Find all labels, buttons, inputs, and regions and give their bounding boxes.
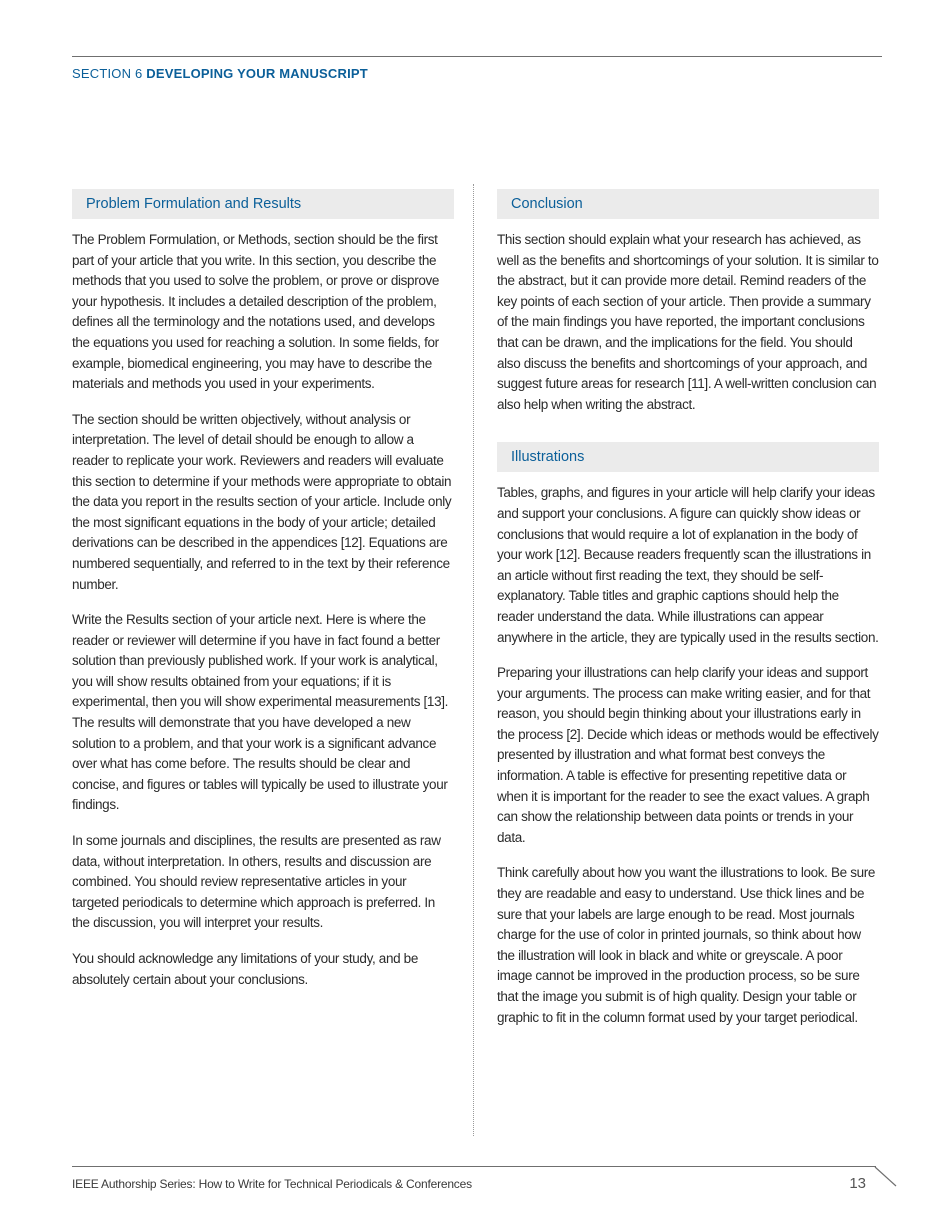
- illustrations-paragraph-1: Tables, graphs, and figures in your article will help clarify your ideas and support your conclusions. A figure can quickly show ideas or conclusions that would require a lot of explanation in the body of your work [12]. Because readers frequently scan the illustrations in an article without first reading the text, they should be self-explanatory. Table titles and graphic captions should help the reader understand the data. While illustrations can appear anywhere in the article, they are typically used in the results section.: [497, 485, 879, 645]
- section-header: [72, 66, 368, 81]
- results-paragraph-2: In some journals and disciplines, the results are presented as raw data, without interpretation. In others, results and discussion are combined. You should review representative articles in your targeted periodicals to determine which approach is preferred. In the discussion, you will interpret your results.: [72, 833, 441, 931]
- page-number: 13: [849, 1175, 866, 1192]
- right-column: [497, 189, 879, 1043]
- problem-paragraph-1: The Problem Formulation, or Methods, section should be the first part of your article that you write. In this section, you describe the methods that you used to solve the problem, or prove or disprove your hypothesis. It includes a detailed description of the problem, defines all the terminology and the notations used, and develops the equations you used for reaching a solution. In some fields, for example, biomedical engineering, you may have to describe the materials and methods you used in your experiments.: [72, 232, 440, 392]
- column-divider: [473, 184, 474, 1136]
- section-title: DEVELOPING YOUR MANUSCRIPT: [146, 66, 368, 81]
- illustrations-heading: Illustrations: [497, 442, 879, 472]
- conclusion-heading: Conclusion: [497, 189, 879, 219]
- problem-formulation-heading: Problem Formulation and Results: [72, 189, 454, 219]
- problem-paragraph-2: The section should be written objectively, without analysis or interpretation. The level of detail should be enough to allow a reader to replicate your work. Reviewers and readers will evaluate this section to determine if your methods were appropriate to obtain the data you report in the results section of your article. Include only the most significant equations in the body of your article; detailed derivations can be described in the appendices [12]. Equations are numbered sequentially, and referred to in the text by their reference number.: [72, 411, 452, 592]
- footer-series-title: IEEE Authorship Series: How to Write for Technical Periodicals & Conferences: [72, 1177, 472, 1191]
- illustrations-paragraph-3: Think carefully about how you want the illustrations to look. Be sure they are readable and easy to understand. Use thick lines and be sure that your labels are large enough to be read. Most journals charge for the use of color in printed journals, so think about how the illustration will look in black and white or greyscale. A poor image cannot be improved in the production process, so be sure that the image you submit is of high quality. Design your table or graphic to fit in the column format used by your target periodical.: [497, 865, 876, 1025]
- results-paragraph-1: Write the Results section of your article next. Here is where the reader or reviewer will determine if you have in fact found a better solution than previously published work. If your work is analytical, you will show results obtained from your equations; if it is experimental, then you will show experimental measurements [13]. The results will demonstrate that you have developed a new solution to a problem, and that your work is a significant advance over what has come before. The results should be clear and concise, and figures or tables will typically be used to illustrate your findings.: [72, 612, 449, 813]
- top-rule: [72, 56, 882, 57]
- results-paragraph-3: You should acknowledge any limitations of your study, and be absolutely certain about your conclusions.: [72, 951, 418, 987]
- section-label: SECTION 6: [72, 66, 143, 81]
- left-column: [72, 189, 454, 1005]
- illustrations-paragraph-2: Preparing your illustrations can help clarify your ideas and support your arguments. The process can make writing easier, and for that reason, you should begin thinking about your illustrations early in the process [2]. Decide which ideas or methods would be effectively presented by illustration and what format best conveys the information. A table is effective for presenting repetitive data or when it is important for the reader to see the exact values. A graph can show the relationship between data points or trends in your data.: [497, 665, 879, 845]
- footer-rule: [72, 1166, 876, 1167]
- conclusion-paragraph: This section should explain what your research has achieved, as well as the benefits and shortcomings of your solution. It is similar to the abstract, but it can provide more detail. Remind readers of the key points of each section of your article. Then provide a summary of the main findings you have reported, the important conclusions that can be drawn, and the implications for the field. You should also discuss the benefits and shortcomings of your approach, and suggest future areas for research [11]. A well-written conclusion can also help when writing the abstract.: [497, 232, 879, 412]
- footer-corner-line: [874, 1166, 900, 1188]
